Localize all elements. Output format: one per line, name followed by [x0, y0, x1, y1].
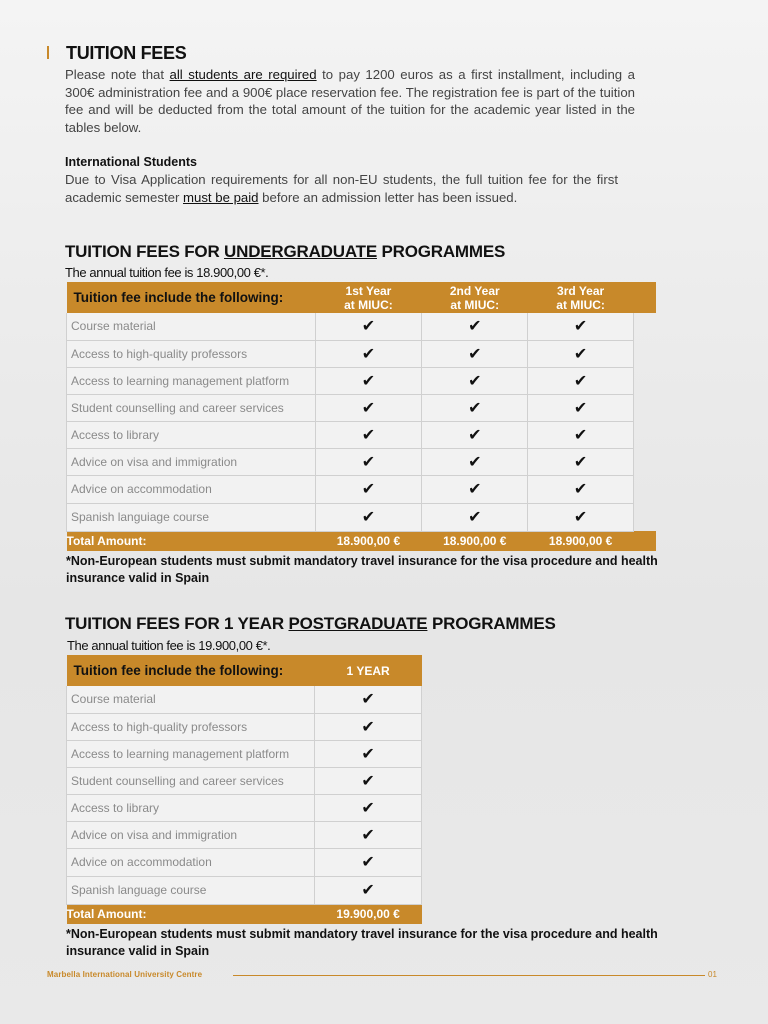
table-row	[67, 340, 656, 367]
table-row	[67, 767, 422, 794]
postgraduate-section-title	[65, 614, 556, 634]
postgraduate-fee-table	[66, 655, 422, 924]
postgraduate-insurance-note: *Non-European students must submit mandatory travel insurance for the visa procedure and health insurance valid in Spain	[66, 927, 658, 958]
page-number: 01	[708, 970, 717, 979]
header-line: at MIUC:	[556, 297, 605, 312]
row-label: Access to library	[67, 794, 315, 821]
check-icon: ✔	[528, 340, 634, 367]
postgraduate-annual-fee: The annual tuition fee is 19.900,00 €*.	[67, 638, 271, 653]
header-1-year: 1 YEAR	[346, 663, 390, 678]
header-3rd-year	[528, 282, 634, 313]
table-row	[67, 713, 422, 740]
undergraduate-section-title	[65, 242, 505, 262]
check-icon: ✔	[315, 367, 422, 394]
footer-divider	[233, 975, 705, 976]
row-label: Access to library	[67, 421, 316, 448]
check-icon: ✔	[315, 503, 422, 531]
total-spacer	[634, 531, 656, 551]
check-icon: ✔	[422, 367, 528, 394]
check-icon: ✔	[528, 475, 634, 503]
installment-paragraph	[65, 66, 635, 136]
table-row	[67, 421, 656, 448]
title-underlined: UNDERGRADUATE	[224, 242, 377, 261]
check-icon: ✔	[528, 313, 634, 340]
row-label: Advice on accommodation	[67, 475, 316, 503]
table-row	[67, 740, 422, 767]
section-accent-bar	[47, 46, 49, 59]
check-icon: ✔	[528, 503, 634, 531]
check-icon: ✔	[422, 503, 528, 531]
row-label: Access to learning management platform	[67, 740, 315, 767]
table-row	[67, 367, 656, 394]
total-1st-year: 18.900,00 €	[336, 534, 401, 549]
table-row	[67, 876, 422, 904]
total-row	[67, 531, 656, 551]
check-icon: ✔	[315, 421, 422, 448]
check-icon: ✔	[315, 394, 422, 421]
paragraph-text: to pay 1200 euros as a first installment, including a 300€ administration fee and a 900€ place reservation fee. The registration fee is part of the tuition fee and will be deducted from the total amount of the tuition for the academic year listed in the tables below.	[65, 67, 635, 135]
row-label: Access to high-quality professors	[67, 713, 315, 740]
international-paragraph	[65, 171, 618, 206]
check-icon: ✔	[315, 313, 422, 340]
table-header-row	[67, 282, 656, 313]
paragraph-text: Please note that	[65, 67, 170, 82]
check-icon: ✔	[315, 475, 422, 503]
total-3rd-year: 18.900,00 €	[548, 534, 613, 549]
header-line: 3rd Year	[557, 283, 605, 298]
check-icon: ✔	[422, 421, 528, 448]
row-label: Access to high-quality professors	[67, 340, 316, 367]
table-row	[67, 475, 656, 503]
check-icon: ✔	[528, 394, 634, 421]
header-line: 1st Year	[345, 283, 392, 298]
check-icon: ✔	[422, 340, 528, 367]
header-2nd-year	[422, 282, 528, 313]
header-includes: Tuition fee include the following:	[73, 662, 284, 678]
row-label: Spanish language course	[67, 876, 315, 904]
row-label: Access to learning management platform	[67, 367, 316, 394]
check-icon: ✔	[528, 367, 634, 394]
header-line: at MIUC:	[450, 297, 500, 312]
check-icon: ✔	[315, 821, 422, 848]
paragraph-text: before an admission letter has been issued.	[258, 189, 518, 205]
total-label: Total Amount:	[66, 907, 147, 922]
check-icon: ✔	[315, 740, 422, 767]
row-label: Student counselling and career services	[67, 394, 316, 421]
total-2nd-year: 18.900,00 €	[443, 534, 507, 549]
check-icon: ✔	[315, 876, 422, 904]
header-includes: Tuition fee include the following:	[73, 289, 284, 305]
must-be-paid-emphasis: must be paid	[183, 189, 259, 205]
check-icon: ✔	[315, 713, 422, 740]
total-1-year: 19.900,00 €	[336, 907, 400, 922]
row-label: Course material	[67, 686, 315, 713]
table-row	[67, 503, 656, 531]
header-spacer	[634, 282, 656, 313]
tuition-fees-heading: TUITION FEES	[66, 43, 187, 63]
table-row	[67, 313, 656, 340]
check-icon: ✔	[315, 794, 422, 821]
table-row	[67, 394, 656, 421]
table-row	[67, 794, 422, 821]
check-icon: ✔	[315, 340, 422, 367]
check-icon: ✔	[315, 448, 422, 475]
check-icon: ✔	[422, 394, 528, 421]
row-label: Advice on accommodation	[67, 848, 315, 876]
check-icon: ✔	[315, 767, 422, 794]
table-header-row	[67, 655, 422, 686]
check-icon: ✔	[315, 848, 422, 876]
table-row	[67, 821, 422, 848]
check-icon: ✔	[528, 448, 634, 475]
table-row	[67, 448, 656, 475]
check-icon: ✔	[422, 475, 528, 503]
title-text: PROGRAMMES	[376, 242, 506, 261]
international-students-heading: International Students	[65, 155, 197, 169]
undergraduate-fee-table	[66, 282, 656, 551]
footer-organization: Marbella International University Centre	[47, 970, 203, 979]
undergraduate-annual-fee: The annual tuition fee is 18.900,00 €*.	[65, 265, 269, 280]
all-students-required-emphasis: all students are required	[169, 67, 317, 82]
undergraduate-insurance-note: *Non-European students must submit mandatory travel insurance for the visa procedure and health insurance valid in Spain	[66, 554, 658, 585]
paragraph-text: Due to Visa Application requirements for all non-EU students, the full tuition fee for the first academic semester	[65, 172, 618, 205]
check-icon: ✔	[528, 421, 634, 448]
table-row	[67, 686, 422, 713]
header-line: at MIUC:	[344, 297, 393, 312]
title-text: TUITION FEES FOR 1 YEAR	[65, 614, 289, 633]
total-row	[67, 904, 422, 924]
row-label: Advice on visa and immigration	[67, 448, 316, 475]
title-underlined: POSTGRADUATE	[288, 614, 428, 633]
total-label: Total Amount:	[66, 534, 147, 549]
header-1st-year	[315, 282, 422, 313]
check-icon: ✔	[315, 686, 422, 713]
check-icon: ✔	[422, 313, 528, 340]
row-label: Student counselling and career services	[67, 767, 315, 794]
title-text: PROGRAMMES	[427, 614, 556, 633]
header-line: 2nd Year	[449, 283, 500, 298]
row-label: Spanish languiage course	[67, 503, 316, 531]
row-label: Course material	[67, 313, 316, 340]
row-label: Advice on visa and immigration	[67, 821, 315, 848]
table-row	[67, 848, 422, 876]
title-text: TUITION FEES FOR	[65, 242, 225, 261]
check-icon: ✔	[422, 448, 528, 475]
